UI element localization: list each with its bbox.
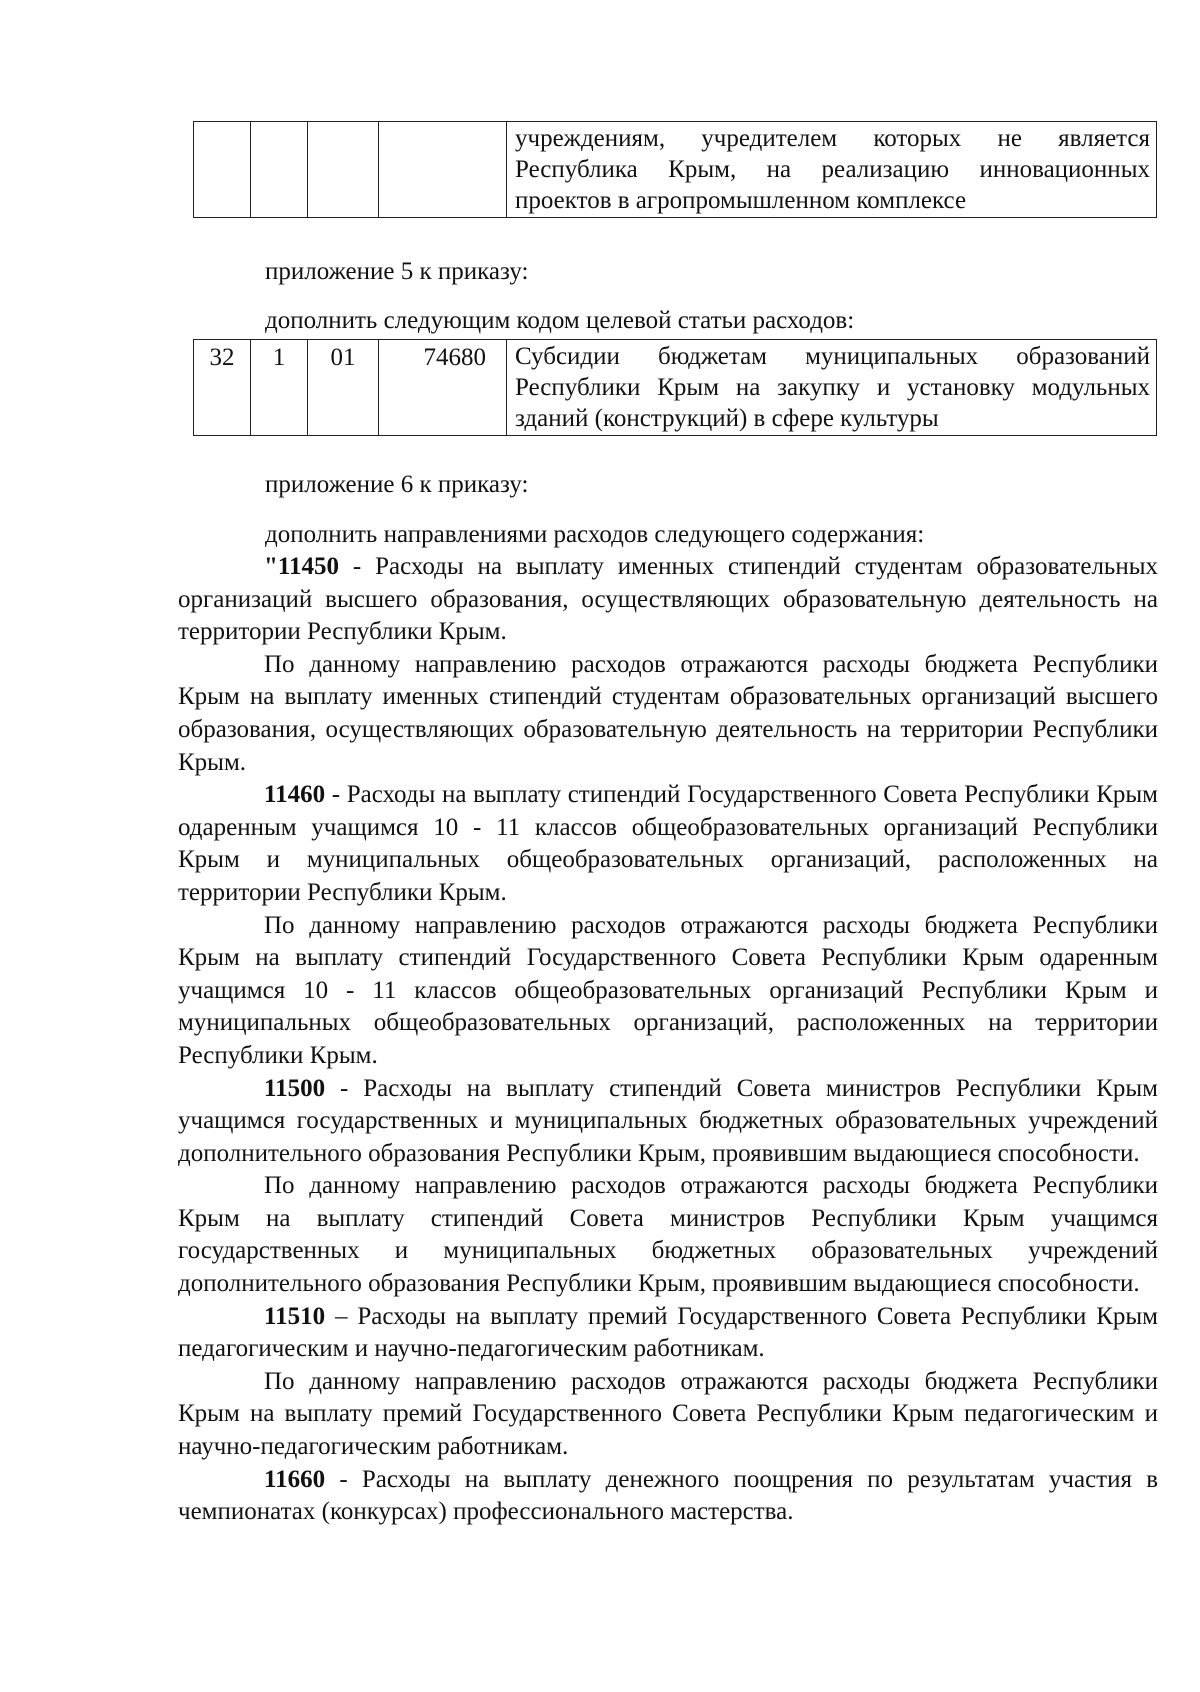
direction-11450-title: "11450 - Расходы на выплату именных стипендий студентам образовательных организаций высшего образования, осуществляющих образовательную деятельность на территории Республики Крым. [178,553,1158,646]
table-row [194,122,1157,218]
direction-code: 11460 [264,781,326,809]
direction-11460-title: 11460 - Расходы на выплату стипендий Государственного Совета Республики Крым одаренным учащимся 10 - 11 классов общеобразовательных организаций Республики Крым и муниципальных общеобразовательных организаций, расположенных на территории Республики Крым. [178,781,1158,906]
budget-code-table-continued [193,121,1157,218]
direction-11450-desc: По данному направлению расходов отражаются расходы бюджета Республики Крым на выплату именных стипендий студентам образовательных организаций высшего образования, осуществляющих образовательную деятельность на территории Республики Крым. [178,650,1158,776]
direction-11460-desc: По данному направлению расходов отражаются расходы бюджета Республики Крым на выплату стипендий Государственного Совета Республики Крым одаренным учащимся 10 - 11 классов общеобразовательных организаций Республики Крым и муниципальных общеобразовательных организаций, расположенных на территории Республики Крым. [178,911,1158,1069]
appendix-5-intro: дополнить следующим кодом целевой статьи расходов: [265,307,855,334]
direction-11500-desc: По данному направлению расходов отражаются расходы бюджета Республики Крым на выплату стипендий Совета министров Республики Крым учащимся государственных и муниципальных бюджетных образовательных учреждений дополнительного образования Республики Крым, проявившим выдающиеся способности. [178,1172,1158,1298]
appendix-6-intro: дополнить направлениями расходов следующего содержания: [265,521,925,548]
code-cell-direction: 74680 [379,340,507,436]
code-cell-direction [379,122,507,218]
code-cell-event [308,122,379,218]
direction-11510-title: 11510 – Расходы на выплату премий Государственного Совета Республики Крым педагогическим и научно-педагогическим работникам. [178,1302,1158,1363]
direction-code: 11500 [264,1074,326,1102]
appendix-6-heading: приложение 6 к приказу: [265,471,529,498]
code-cell-subprogram [251,122,308,218]
expense-directions [178,551,1158,1529]
code-description: Субсидии бюджетам муниципальных образований Республики Крым на закупку и установку модульных зданий (конструкций) в сфере культуры [507,340,1157,436]
appendix-5-heading: приложение 5 к приказу: [265,258,529,285]
direction-11660-title: 11660 - Расходы на выплату денежного поощрения по результатам участия в чемпионатах (конкурсах) профессионального мастерства. [178,1465,1158,1526]
direction-code: 11510 [264,1302,326,1330]
table-row [194,340,1157,436]
direction-code: 11660 [264,1465,326,1493]
code-description: учреждениям, учредителем которых не является Республика Крым, на реализацию инновационных проектов в агропромышленном комплексе [507,122,1157,218]
code-cell-program [194,122,251,218]
code-cell-subprogram: 1 [251,340,308,436]
direction-code: "11450 [264,553,339,580]
direction-11500-title: 11500 - Расходы на выплату стипендий Совета министров Республики Крым учащимся государственных и муниципальных бюджетных образовательных учреждений дополнительного образования Республики Крым, проявившим выдающиеся способности. [178,1074,1158,1167]
budget-code-table [193,339,1157,436]
code-cell-event: 01 [308,340,379,436]
direction-11510-desc: По данному направлению расходов отражаются расходы бюджета Республики Крым на выплату премий Государственного Совета Республики Крым педагогическим и научно-педагогическим работникам. [178,1367,1158,1461]
code-cell-program: 32 [194,340,251,436]
